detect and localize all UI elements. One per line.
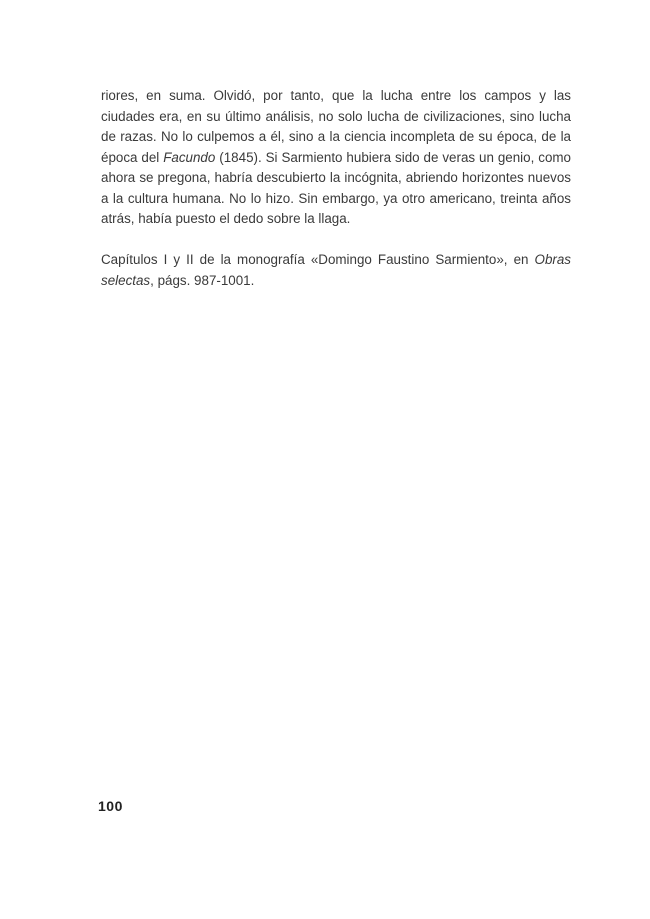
body-text: [101, 86, 571, 291]
paragraph-main-text-1: riores, en suma. Olvidó, por tanto, que la lucha entre los campos y las ciudades era, en su último análisis, no solo lucha de civilizaciones, sino lucha de razas. No lo culpemos a él, sino a la ciencia incompleta de su época, de la época del: [101, 88, 571, 165]
book-title-facundo: Facundo: [163, 149, 216, 165]
source-note: [101, 250, 571, 291]
source-note-text-2: , págs. 987-1001.: [150, 272, 255, 288]
book-title-obras-selectas: Obras selectas: [101, 252, 571, 288]
page-number: 100: [98, 798, 123, 814]
source-note-text-1: Capítulos I y II de la monografía «Domingo Faustino Sarmiento», en: [101, 252, 535, 267]
paragraph-main-text-2: (1845). Si Sarmiento hubiera sido de veras un genio, como ahora se pregona, habría descubierto la incógnita, abriendo horizontes nuevos a la cultura humana. No lo hizo. Sin embargo, ya otro americano, treinta años atrás, había puesto el dedo sobre la llaga.: [101, 149, 571, 226]
paragraph-main: [101, 86, 571, 230]
